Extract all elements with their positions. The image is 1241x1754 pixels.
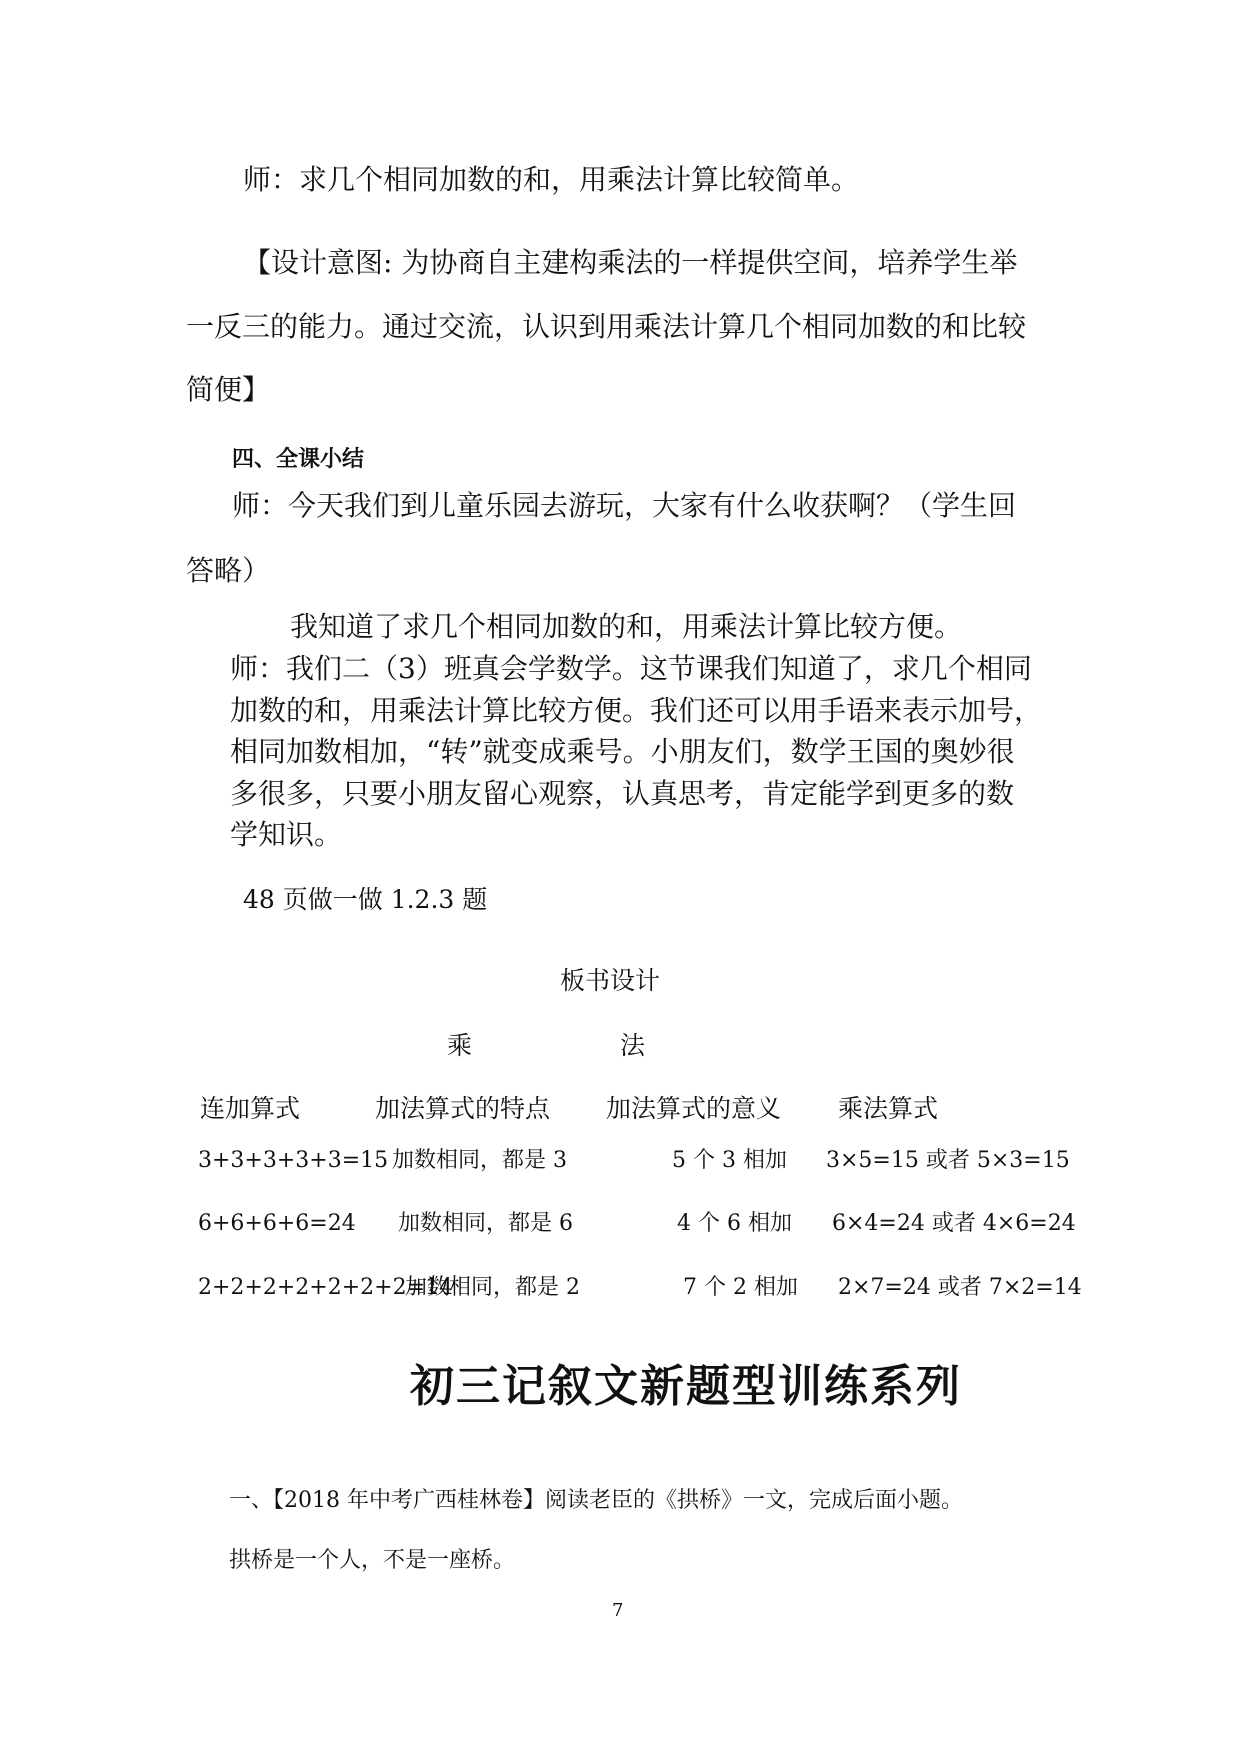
board-title: 板书设计 — [560, 966, 661, 995]
summary-line-3: 我知道了求几个相同加数的和，用乘法计算比较方便。 — [290, 610, 963, 643]
board-row-2-col-2: 加数相同，都是 6 — [398, 1211, 573, 1236]
board-row-2-col-4: 6×4=24 或者 4×6=24 — [832, 1211, 1076, 1236]
page-number: 7 — [612, 1600, 624, 1621]
board-header-2: 加法算式的特点 — [375, 1094, 551, 1123]
board-row-3-col-1: 2+2+2+2+2+2+2=14 — [198, 1275, 454, 1300]
section-heading: 初三记叙文新题型训练系列 — [410, 1361, 962, 1412]
board-row-1-col-1: 3+3+3+3+3=15 — [198, 1148, 389, 1173]
board-row-1-col-2: 加数相同，都是 3 — [392, 1148, 567, 1173]
design-intent-line-2: 一反三的能力。通过交流，认识到用乘法计算几个相同加数的和比较 — [186, 310, 1027, 343]
summary-line-1: 师：今天我们到儿童乐园去游玩，大家有什么收获啊？（学生回 — [232, 489, 1017, 522]
board-row-2-col-3: 4 个 6 相加 — [677, 1211, 792, 1236]
summary-line-8: 学知识。 — [230, 818, 343, 851]
homework-line: 48 页做一做 1.2.3 题 — [243, 885, 488, 914]
board-char-1: 乘 — [447, 1031, 473, 1060]
summary-line-6: 相同加数相加，“转”就变成乘号。小朋友们，数学王国的奥妙很 — [230, 735, 1015, 768]
design-intent-line-1: 【设计意图: 为协商自主建构乘法的一样提供空间，培养学生举 — [243, 246, 1018, 279]
question-intro: 一、【2018 年中考广西桂林卷】阅读老臣的《拱桥》一文，完成后面小题。 — [229, 1488, 963, 1513]
board-char-2: 法 — [620, 1031, 646, 1060]
question-line: 拱桥是一个人，不是一座桥。 — [229, 1548, 516, 1573]
board-header-3: 加法算式的意义 — [606, 1094, 782, 1123]
board-header-1: 连加算式 — [200, 1094, 301, 1123]
summary-line-4: 师：我们二（3）班真会学数学。这节课我们知道了，求几个相同 — [230, 652, 1032, 685]
board-row-3-col-2: 加数相同，都是 2 — [405, 1275, 580, 1300]
summary-line-2: 答略） — [186, 554, 271, 587]
board-row-2-col-1: 6+6+6+6=24 — [198, 1211, 356, 1236]
summary-line-7: 多很多，只要小朋友留心观察，认真思考，肯定能学到更多的数 — [230, 777, 1015, 810]
board-row-3-col-3: 7 个 2 相加 — [683, 1275, 798, 1300]
summary-line-5: 加数的和，用乘法计算比较方便。我们还可以用手语来表示加号， — [230, 694, 1043, 727]
design-intent-line-3: 简便】 — [186, 373, 271, 406]
board-row-1-col-4: 3×5=15 或者 5×3=15 — [826, 1148, 1070, 1173]
board-header-4: 乘法算式 — [838, 1094, 939, 1123]
teacher-line: 师：求几个相同加数的和，用乘法计算比较简单。 — [243, 163, 860, 196]
board-row-1-col-3: 5 个 3 相加 — [672, 1148, 787, 1173]
section-title: 四、全课小结 — [232, 447, 365, 472]
board-row-3-col-4: 2×7=24 或者 7×2=14 — [838, 1275, 1082, 1300]
